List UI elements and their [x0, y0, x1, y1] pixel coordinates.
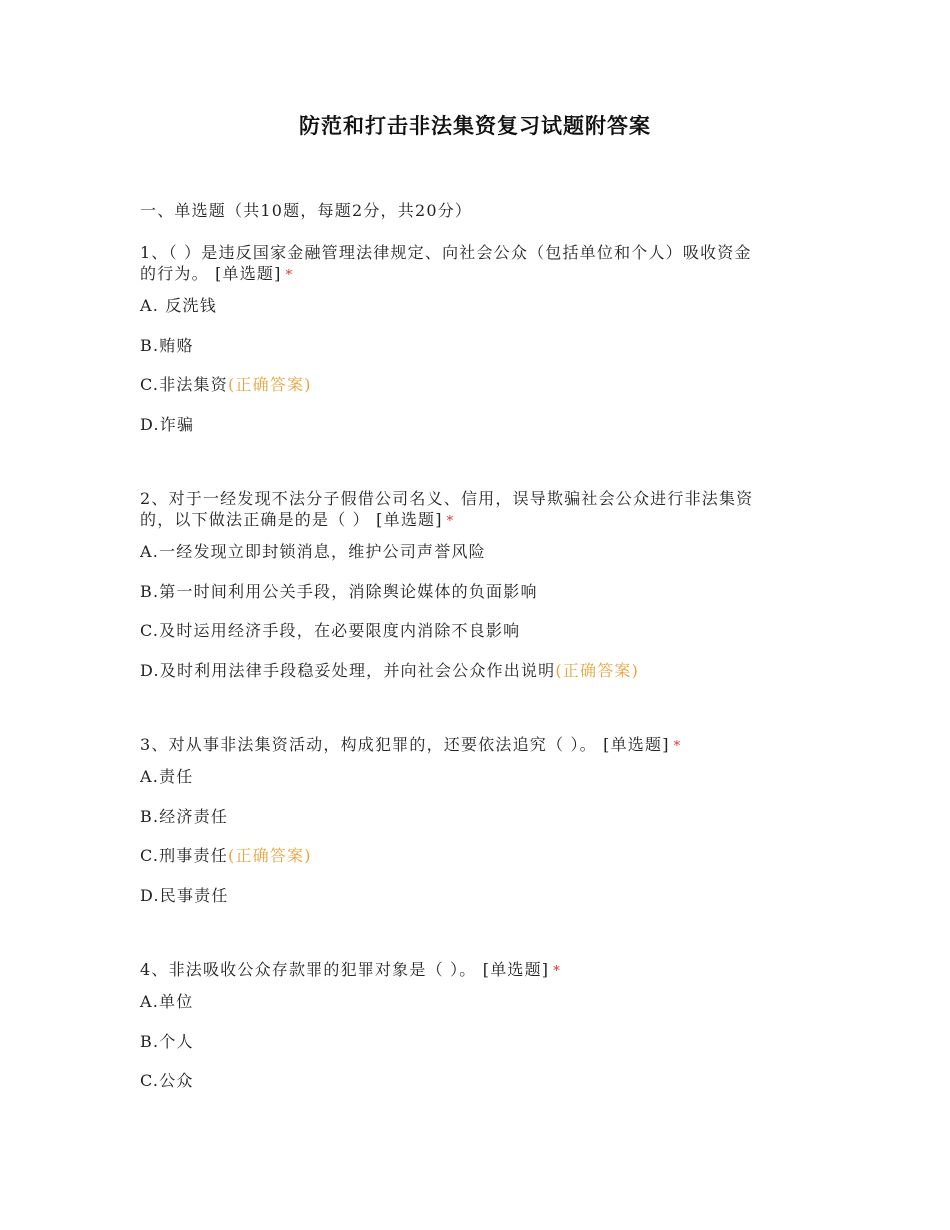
q1-option-c[interactable]: C.非法集资(正确答案) [140, 375, 312, 394]
q4-option-b[interactable]: B.个人 [140, 1032, 194, 1051]
question-2-text-cont: 的，以下做法正确是的是（ ） [单选题] * [140, 510, 455, 529]
section-heading: 一、单选题（共10题，每题2分，共20分） [140, 201, 473, 220]
q4-option-a[interactable]: A.单位 [140, 992, 194, 1011]
q1-option-d[interactable]: D.诈骗 [140, 415, 195, 434]
correct-answer-label: (正确答案) [555, 661, 640, 680]
question-4-text: 4、非法吸收公众存款罪的犯罪对象是（ ）。 [单选题] * [140, 960, 561, 979]
question-1-text: 1、（ ）是违反国家金融管理法律规定、向社会公众（包括单位和个人）吸收资金 [140, 243, 752, 262]
required-star-icon: * [446, 514, 455, 529]
q1-option-b[interactable]: B.贿赂 [140, 336, 194, 355]
correct-answer-label: (正确答案) [227, 846, 312, 865]
q2-option-d[interactable]: D.及时利用法律手段稳妥处理，并向社会公众作出说明(正确答案) [140, 661, 640, 680]
q4-option-c[interactable]: C.公众 [140, 1071, 194, 1090]
q2-option-c[interactable]: C.及时运用经济手段，在必要限度内消除不良影响 [140, 621, 521, 640]
q3-option-d[interactable]: D.民事责任 [140, 886, 229, 905]
required-star-icon: * [285, 268, 294, 283]
page-title: 防范和打击非法集资复习试题附答案 [299, 113, 651, 138]
q3-option-b[interactable]: B.经济责任 [140, 807, 229, 826]
q3-option-c[interactable]: C.刑事责任(正确答案) [140, 846, 312, 865]
question-3-text: 3、对从事非法集资活动，构成犯罪的，还要依法追究（ ）。 [单选题] * [140, 735, 682, 754]
q2-option-a[interactable]: A.一经发现立即封锁消息，维护公司声誉风险 [140, 542, 486, 561]
q1-option-a[interactable]: A. 反洗钱 [140, 296, 217, 315]
required-star-icon: * [673, 739, 682, 754]
correct-answer-label: (正确答案) [227, 375, 312, 394]
question-2-text: 2、对于一经发现不法分子假借公司名义、信用，误导欺骗社会公众进行非法集资 [140, 489, 754, 508]
q3-option-a[interactable]: A.责任 [140, 767, 194, 786]
q2-option-b[interactable]: B.第一时间利用公关手段，消除舆论媒体的负面影响 [140, 582, 538, 601]
question-1-text-cont: 的行为。 [单选题] * [140, 264, 294, 283]
required-star-icon: * [553, 964, 561, 979]
